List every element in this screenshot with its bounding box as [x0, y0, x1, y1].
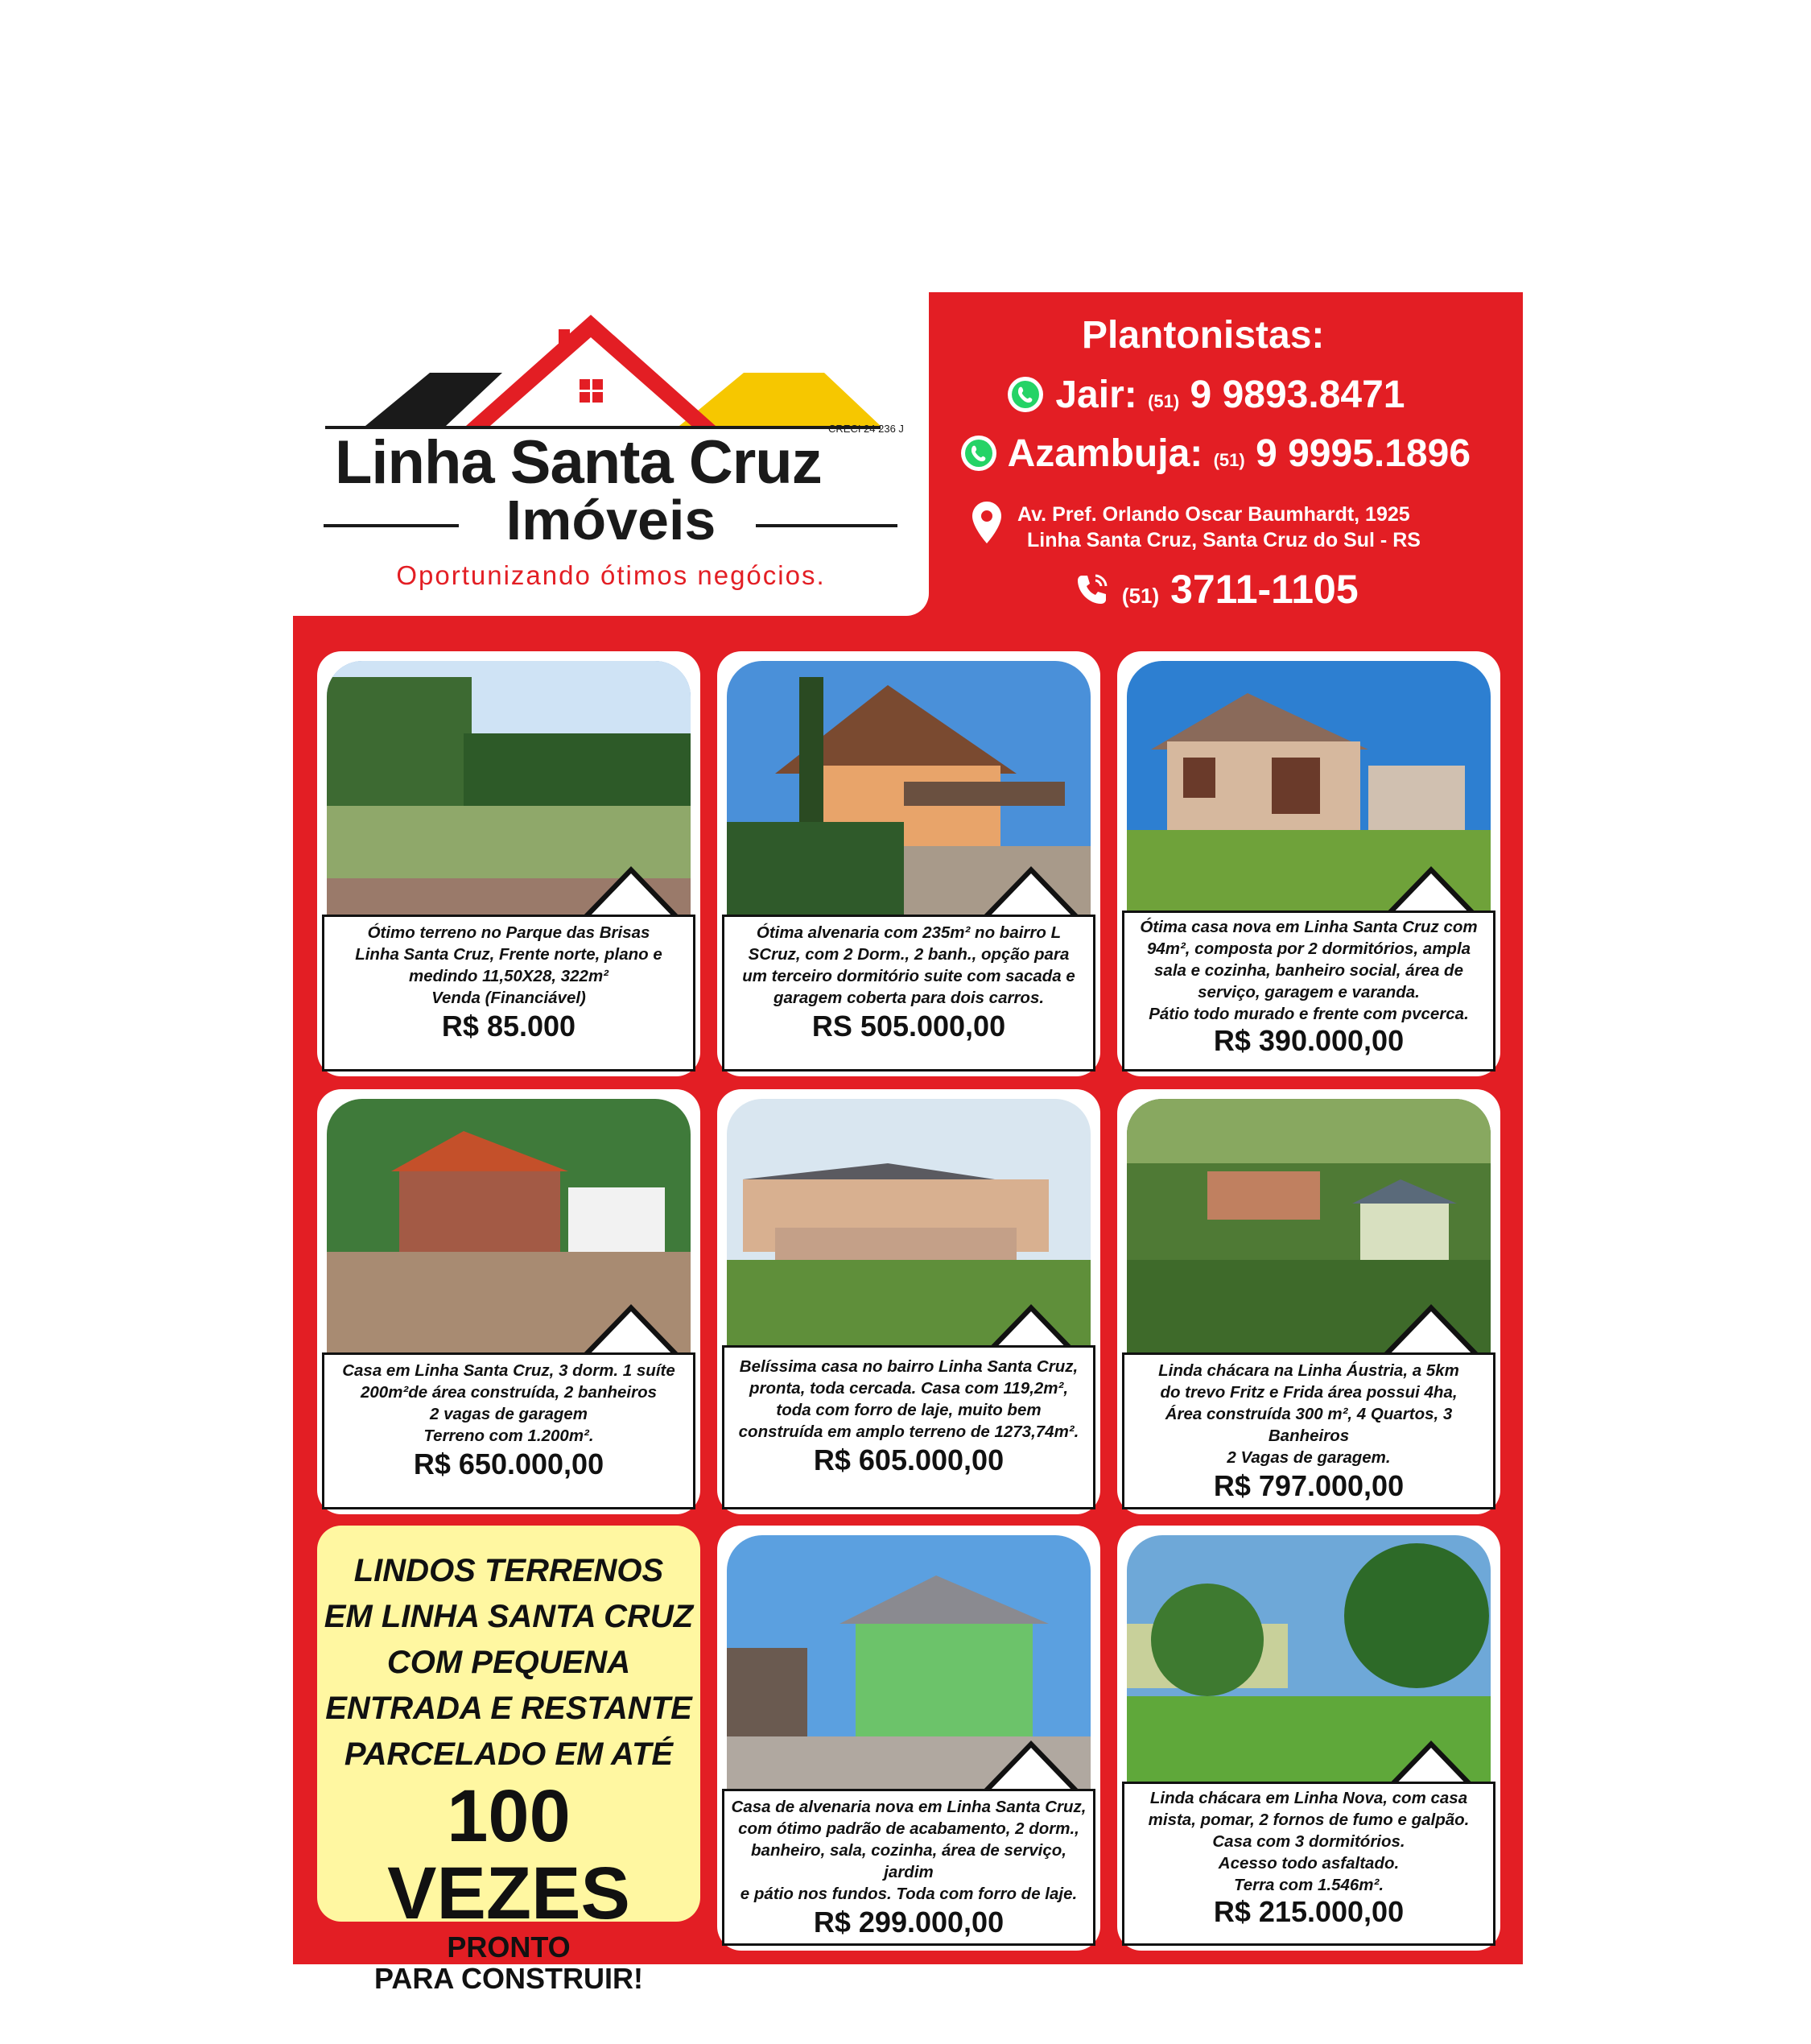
- listing-description: Casa em Linha Santa Cruz, 3 dorm. 1 suíte 200m²de área construída, 2 banheiros 2 vagas de garagem Terreno com 1.200m².: [342, 1361, 675, 1445]
- listing-description: Ótima casa nova em Linha Santa Cruz com 94m², composta por 2 dormitórios, ampla sala e cozinha, banheiro social, área de serviço, garagem e varanda. Pátio todo murado e frente com pvcerca.: [1140, 918, 1478, 1023]
- listing-textbox: [322, 915, 695, 1072]
- phone-icon: [1074, 571, 1111, 608]
- listing-card[interactable]: [717, 1089, 1100, 1514]
- whatsapp-icon: [959, 434, 998, 473]
- listing-price: R$ 650.000,00: [413, 1447, 604, 1480]
- office-number: 3711-1105: [1170, 567, 1359, 612]
- brand-subtitle: Imóveis: [505, 489, 716, 551]
- listing-description: Belíssima casa no bairro Linha Santa Cruz, pronta, toda cercada. Casa com 119,2m², toda com forro de laje, muito bem construída em amplo terreno de 1273,74m².: [738, 1357, 1079, 1441]
- listing-description: Linda chácara em Linha Nova, com casa mista, pomar, 2 fornos de fumo e galpão. Casa com 3 dormitórios. Acesso todo asfaltado. Terra com 1.546m².: [1148, 1789, 1470, 1894]
- creci-number: CRECI 24 236 J: [828, 423, 904, 435]
- listing-textbox: [1122, 911, 1495, 1072]
- address-line-1: Av. Pref. Orlando Oscar Baumhardt, 1925: [1017, 503, 1410, 526]
- promo-line: ENTRADA E RESTANTE: [325, 1691, 692, 1726]
- office-ddd: (51): [1121, 584, 1160, 608]
- listing-textbox: [722, 1345, 1095, 1509]
- pointer-triangle: [1383, 1304, 1479, 1354]
- pointer-triangle: [583, 1304, 679, 1354]
- logo-panel: [293, 292, 929, 616]
- listing-textbox: [322, 1352, 695, 1509]
- agent-name: Azambuja:: [1007, 432, 1203, 475]
- listing-description: Casa de alvenaria nova em Linha Santa Cruz, com ótimo padrão de acabamento, 2 dorm., banheiro, sala, cozinha, área de serviço, jardim e pátio nos fundos. Toda com forro de laje.: [731, 1798, 1087, 1903]
- office-phone[interactable]: [1074, 566, 1359, 613]
- brand-slogan: Oportunizando ótimos negócios.: [396, 560, 826, 590]
- listing-card[interactable]: [717, 651, 1100, 1076]
- listing-card[interactable]: [1117, 651, 1500, 1076]
- pointer-triangle: [1383, 866, 1479, 916]
- house-roof-logo-icon: [325, 315, 881, 436]
- listing-textbox: [1122, 1352, 1495, 1509]
- pointer-triangle: [983, 866, 1079, 916]
- promo-line: COM PEQUENA: [386, 1645, 631, 1680]
- listing-price: R$ 215.000,00: [1213, 1895, 1405, 1928]
- promo-line: LINDOS TERRENOS: [353, 1553, 664, 1588]
- address-line-2: Linha Santa Cruz, Santa Cruz do Sul - RS: [1027, 529, 1421, 551]
- promo-highlight: 100 VEZES: [387, 1775, 630, 1935]
- location-pin-icon: [971, 500, 1003, 545]
- promo-lines: [317, 1526, 700, 1778]
- agent-ddd: (51): [1213, 450, 1245, 470]
- agent-jair[interactable]: [1006, 373, 1405, 417]
- promo-footer-2: PARA CONSTRUIR!: [374, 1962, 643, 1995]
- whatsapp-icon: [1006, 375, 1045, 414]
- listing-description: Linda chácara na Linha Áustria, a 5km do trevo Fritz e Frida área possui 4ha, Área construída 300 m², 4 Quartos, 3 Banheiros 2 Vagas de garagem.: [1158, 1361, 1459, 1467]
- agent-phone: 9 9893.8471: [1190, 374, 1405, 416]
- pointer-triangle: [583, 866, 679, 916]
- contacts-heading: Plantonistas:: [1082, 314, 1325, 357]
- listing-textbox: [722, 915, 1095, 1072]
- promo-line: EM LINHA SANTA CRUZ: [324, 1599, 694, 1634]
- agent-azambuja[interactable]: [959, 432, 1471, 476]
- listing-price: R$ 605.000,00: [813, 1443, 1005, 1476]
- listing-description: Ótimo terreno no Parque das Brisas Linha Santa Cruz, Frente norte, plano e medindo 11,50X28, 322m² Venda (Financiável): [355, 923, 662, 1007]
- listing-price: R$ 85.000: [441, 1010, 576, 1043]
- listing-card[interactable]: [1117, 1526, 1500, 1951]
- pointer-triangle: [983, 1740, 1079, 1790]
- agent-name: Jair:: [1055, 374, 1137, 416]
- listing-price: R$ 797.000,00: [1213, 1469, 1405, 1502]
- agent-phone: 9 9995.1896: [1256, 432, 1471, 475]
- listing-card[interactable]: [317, 1089, 700, 1514]
- listing-textbox: [1122, 1782, 1495, 1946]
- listing-price: RS 505.000,00: [811, 1010, 1006, 1043]
- listing-price: R$ 390.000,00: [1213, 1024, 1405, 1057]
- promo-line: PARCELADO EM ATÉ: [344, 1736, 674, 1772]
- listing-card[interactable]: [317, 651, 700, 1076]
- listing-card[interactable]: [1117, 1089, 1500, 1514]
- agent-ddd: (51): [1148, 391, 1180, 411]
- listing-card[interactable]: [717, 1526, 1100, 1951]
- promo-box: [317, 1526, 700, 1995]
- listing-textbox: [722, 1789, 1095, 1946]
- brand-name: Linha Santa Cruz: [335, 428, 822, 497]
- real-estate-ad: [293, 292, 1523, 1995]
- listing-description: Ótima alvenaria com 235m² no bairro L SCruz, com 2 Dorm., 2 banh., opção para um terceiro dormitório suite com sacada e garagem coberta para dois carros.: [742, 923, 1075, 1007]
- promo-footer-1: PRONTO: [447, 1930, 571, 1963]
- listing-price: R$ 299.000,00: [813, 1906, 1005, 1939]
